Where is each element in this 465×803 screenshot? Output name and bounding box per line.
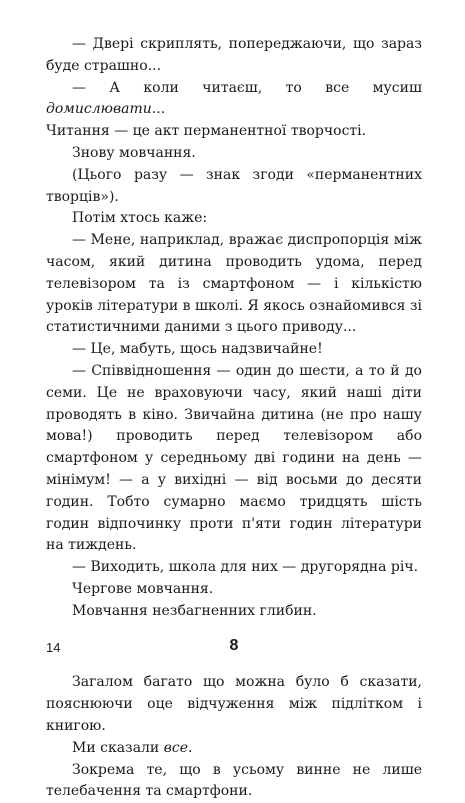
page-number: 14 [46,640,60,655]
paragraph: Знову мовчання. [46,143,422,165]
paragraph: Чергове мовчання. [46,579,422,601]
page-text [46,34,422,803]
text-run: ... [152,101,165,117]
paragraph: — Мене, наприклад, вражає диспропорція між часом, який дитина проводить удома, перед телевізором та із смартфоном — і кількістю уроків літератури в школі. Я якось ознайомився зі статистичними даними з цього приводу... [46,230,422,339]
text-run: Ми сказали [72,740,164,756]
section-heading: 8 [46,635,422,657]
text-run: — А коли читаєш, то все мусиш [72,80,422,96]
text-run: . [188,740,192,756]
paragraph: Загалом багато що можна було б сказати, пояснюючи оце відчуження між підлітком і книгою. [46,672,422,737]
paragraph: — Виходить, школа для них — другорядна річ. [46,557,422,579]
paragraph: — Двері скриплять, попереджаючи, що зараз буде страшно... [46,34,422,78]
italic-text: все [164,740,188,756]
italic-text: домислювати [46,101,152,117]
paragraph: Читання — це акт перманентної творчості. [46,121,422,143]
paragraph [46,78,422,122]
paragraph: — Співвідношення — один до шести, а то й до семи. Це не враховуючи часу, який наші діти проводять в кіно. Звичайна дитина (не про нашу мова!) проводить перед телевізором або смартфоном у середньому дві години на день — мінімум! — а у вихідні — від восьми до десяти годин. Тобто сумарно маємо тридцять шість годин відпочинку проти п'яти годин літератури на тиждень. [46,361,422,557]
paragraph: — Це, мабуть, щось надзвичайне! [46,339,422,361]
paragraph [46,738,422,760]
paragraph: Зокрема те, що в усьому винне не лише телебачення та смартфони. [46,760,422,803]
paragraph: Потім хтось каже: [46,208,422,230]
paragraph: Мовчання незбагненних глибин. [46,601,422,623]
paragraph: (Цього разу — знак згоди «перманентних творців»). [46,165,422,209]
